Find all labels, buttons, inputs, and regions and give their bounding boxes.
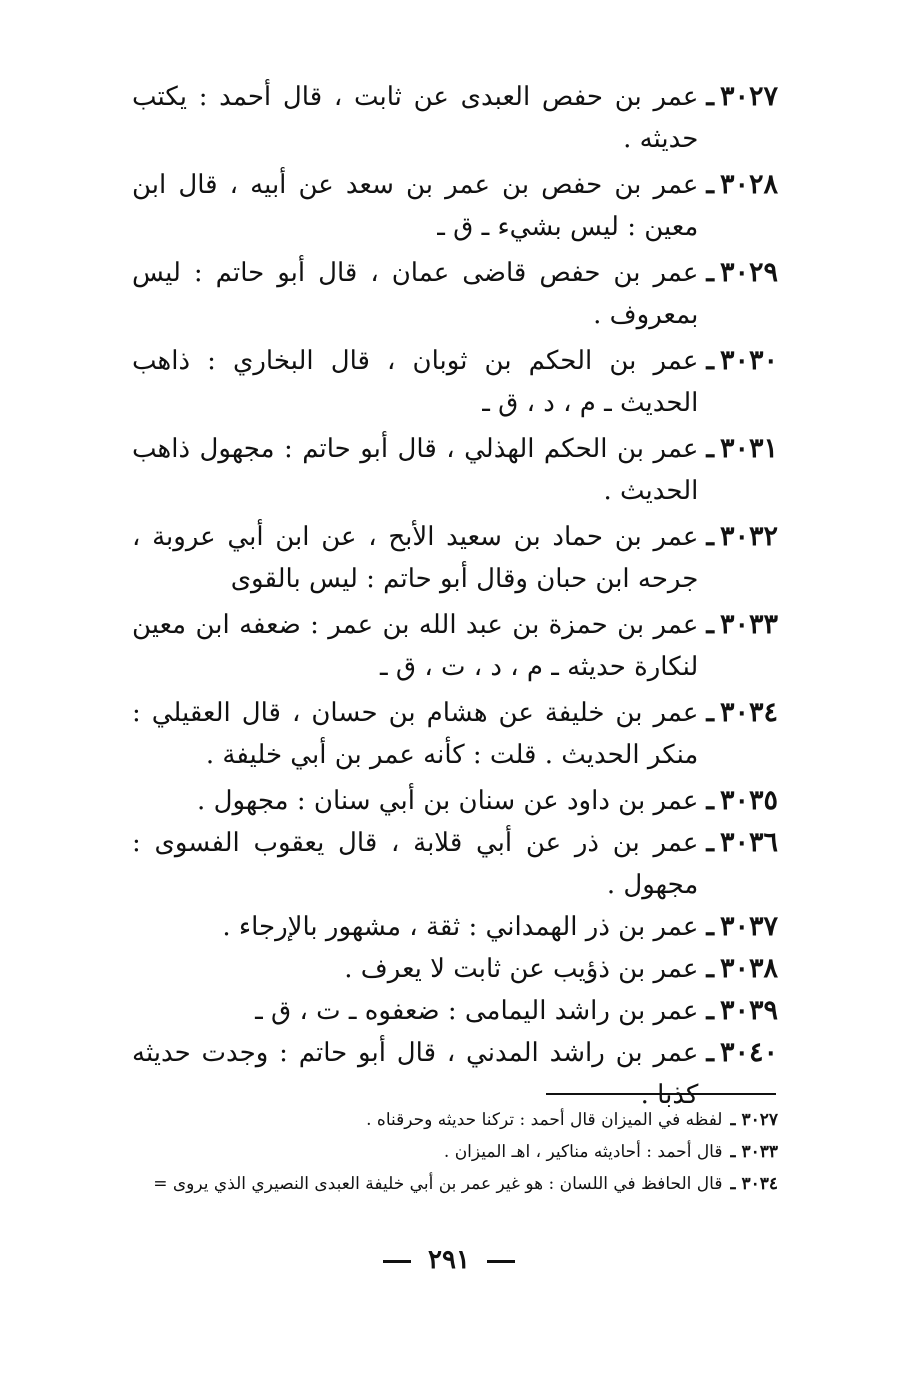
entry-3027 bbox=[132, 76, 778, 160]
footnote-number: ٣٠٣٣ bbox=[741, 1142, 778, 1162]
footnote-dash: ـ bbox=[730, 1142, 736, 1162]
footnote bbox=[110, 1104, 778, 1136]
entry-text: عمر بن حفص بن عمر بن سعد عن أبيه ، قال ابن معين : ليس بشيء ـ ق ـ bbox=[132, 170, 699, 242]
entry-dash: ـ bbox=[706, 82, 714, 112]
entry-dash: ـ bbox=[706, 996, 714, 1026]
entry-3039 bbox=[132, 990, 778, 1032]
entry-number: ٣٠٢٧ bbox=[719, 81, 778, 112]
page-number-bar-left bbox=[487, 1260, 515, 1263]
entry-text: عمر بن الحكم الهذلي ، قال أبو حاتم : مجهول ذاهب الحديث . bbox=[132, 434, 699, 506]
entry-3038 bbox=[132, 948, 778, 990]
footnote-number: ٣٠٣٤ bbox=[741, 1174, 778, 1194]
entry-text: عمر بن راشد اليمامى : ضعفوه ـ ت ، ق ـ bbox=[255, 996, 699, 1026]
entry-dash: ـ bbox=[706, 698, 714, 728]
entry-dash: ـ bbox=[706, 786, 714, 816]
entry-dash: ـ bbox=[706, 258, 714, 288]
entry-text: عمر بن ذر الهمداني : ثقة ، مشهور بالإرجاء . bbox=[222, 912, 699, 942]
entry-3034 bbox=[132, 692, 778, 776]
entry-dash: ـ bbox=[706, 1038, 714, 1068]
entry-3033 bbox=[132, 604, 778, 688]
entry-3035 bbox=[132, 780, 778, 822]
footnote bbox=[110, 1136, 778, 1168]
entry-dash: ـ bbox=[706, 912, 714, 942]
entry-text: عمر بن ذر عن أبي قلابة ، قال يعقوب الفسوى : مجهول . bbox=[132, 828, 699, 900]
entry-number: ٣٠٣١ bbox=[719, 433, 778, 464]
entry-number: ٣٠٣٦ bbox=[719, 827, 778, 858]
entry-text: عمر بن حمزة بن عبد الله بن عمر : ضعفه ابن معين لنكارة حديثه ـ م ، د ، ت ، ق ـ bbox=[132, 610, 699, 682]
page-number-bar-right bbox=[383, 1260, 411, 1263]
entry-number: ٣٠٣٠ bbox=[719, 345, 778, 376]
footnote-text: قال الحافظ في اللسان : هو غير عمر بن أبي خليفة العبدى النصيري الذي يروى = bbox=[153, 1174, 723, 1194]
entry-text: عمر بن حفص قاضى عمان ، قال أبو حاتم : ليس بمعروف . bbox=[132, 258, 699, 330]
entry-3032 bbox=[132, 516, 778, 600]
entry-dash: ـ bbox=[706, 434, 714, 464]
entry-number: ٣٠٣٩ bbox=[719, 995, 778, 1026]
entry-text: عمر بن الحكم بن ثوبان ، قال البخاري : ذاهب الحديث ـ م ، د ، ق ـ bbox=[132, 346, 699, 418]
entry-number: ٣٠٤٠ bbox=[719, 1037, 778, 1068]
entry-number: ٣٠٣٣ bbox=[719, 609, 778, 640]
footnote-dash: ـ bbox=[730, 1110, 736, 1130]
entry-text: عمر بن خليفة عن هشام بن حسان ، قال العقيلي : منكر الحديث . قلت : كأنه عمر بن أبي خليفة . bbox=[132, 698, 699, 770]
entry-number: ٣٠٣٧ bbox=[719, 911, 778, 942]
footnote-number: ٣٠٢٧ bbox=[741, 1110, 778, 1130]
entry-dash: ـ bbox=[706, 828, 714, 858]
entry-text: عمر بن حماد بن سعيد الأبح ، عن ابن أبي عروبة ، جرحه ابن حبان وقال أبو حاتم : ليس بالقوى bbox=[132, 522, 699, 594]
entry-text: عمر بن ذؤيب عن ثابت لا يعرف . bbox=[344, 954, 699, 984]
footnote-dash: ـ bbox=[730, 1174, 736, 1194]
entry-number: ٣٠٣٨ bbox=[719, 953, 778, 984]
footnotes bbox=[110, 1104, 778, 1200]
entry-text: عمر بن راشد المدني ، قال أبو حاتم : وجدت حديثه كذبا . bbox=[132, 1038, 699, 1110]
entry-text: عمر بن داود عن سنان بن أبي سنان : مجهول . bbox=[197, 786, 699, 816]
entry-3037 bbox=[132, 906, 778, 948]
entry-3029 bbox=[132, 252, 778, 336]
page-number-value: ٢٩١ bbox=[428, 1245, 470, 1275]
entry-number: ٣٠٣٥ bbox=[719, 785, 778, 816]
entry-number: ٣٠٢٩ bbox=[719, 257, 778, 288]
entry-3030 bbox=[132, 340, 778, 424]
footnote-text: قال أحمد : أحاديثه مناكير ، اهـ الميزان . bbox=[443, 1142, 723, 1162]
entry-3031 bbox=[132, 428, 778, 512]
entry-dash: ـ bbox=[706, 346, 714, 376]
entry-text: عمر بن حفص العبدى عن ثابت ، قال أحمد : يكتب حديثه . bbox=[132, 82, 699, 154]
entry-number: ٣٠٣٤ bbox=[719, 697, 778, 728]
entry-3028 bbox=[132, 164, 778, 248]
page-number bbox=[0, 1245, 898, 1275]
entry-3036 bbox=[132, 822, 778, 906]
entry-dash: ـ bbox=[706, 170, 714, 200]
footnote-divider bbox=[546, 1093, 776, 1095]
footnote bbox=[110, 1168, 778, 1200]
footnote-text: لفظه في الميزان قال أحمد : تركنا حديثه وحرقناه . bbox=[366, 1110, 723, 1130]
entry-dash: ـ bbox=[706, 954, 714, 984]
entry-number: ٣٠٢٨ bbox=[719, 169, 778, 200]
entry-dash: ـ bbox=[706, 610, 714, 640]
entry-dash: ـ bbox=[706, 522, 714, 552]
entries-list bbox=[132, 76, 778, 1116]
entry-number: ٣٠٣٢ bbox=[719, 521, 778, 552]
